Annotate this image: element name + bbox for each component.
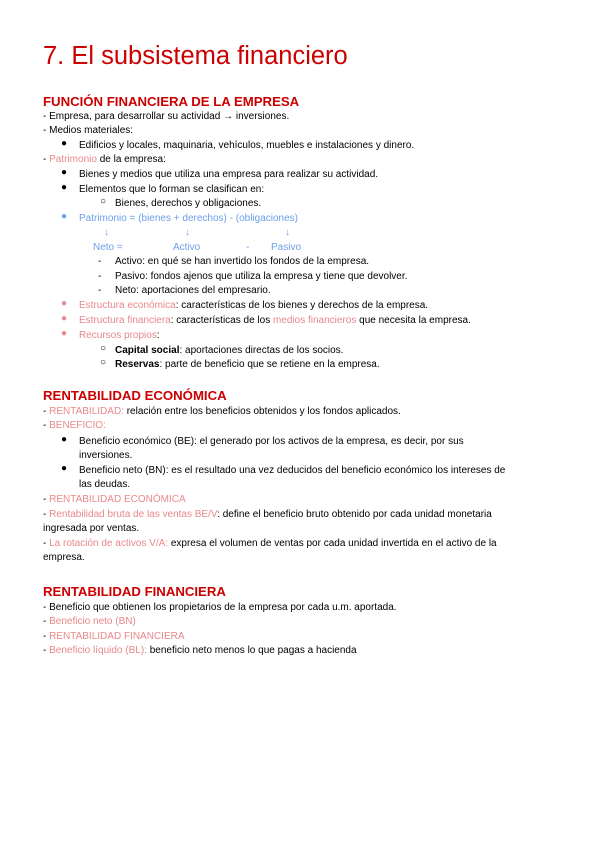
dash-item-text: Activo: en qué se han invertido los fondos de la empresa. bbox=[115, 256, 370, 267]
text: : características de los bbox=[170, 315, 273, 326]
bullet-dot-icon: ● bbox=[61, 463, 68, 474]
bullet-text: Beneficio económico (BE): el generado por los activos de la empresa, es decir, por sus bbox=[79, 436, 464, 447]
highlight-text: Estructura financiera bbox=[79, 315, 171, 326]
text-line bbox=[43, 537, 497, 550]
text: de la empresa: bbox=[96, 154, 166, 165]
section-heading-rentabilidad-economica: RENTABILIDAD ECONÓMICA bbox=[43, 388, 227, 403]
text-line bbox=[43, 630, 185, 643]
activo-label: Activo bbox=[173, 242, 201, 253]
highlight-text: Estructura económica bbox=[79, 300, 176, 311]
text-line: - Empresa, para desarrollar su actividad → inversiones. bbox=[43, 111, 290, 122]
section-heading-funcion-financiera: FUNCIÓN FINANCIERA DE LA EMPRESA bbox=[43, 94, 300, 109]
dash: - bbox=[43, 420, 50, 431]
text-line: empresa. bbox=[43, 552, 85, 563]
highlight-text: Beneficio líquido (BL): bbox=[49, 645, 147, 656]
formula-text: Patrimonio = (bienes + derechos) - (obligaciones) bbox=[79, 213, 298, 224]
highlight-text: RENTABILIDAD FINANCIERA bbox=[49, 631, 185, 642]
down-arrow-icon: ↓ bbox=[104, 227, 109, 238]
dash: - bbox=[43, 406, 50, 417]
bullet-text: Bienes, derechos y obligaciones. bbox=[115, 198, 262, 209]
bullet-circle-icon: ○ bbox=[100, 357, 107, 368]
text-line bbox=[43, 153, 166, 166]
text-line bbox=[43, 615, 136, 628]
dash-item-text: Neto: aportaciones del empresario. bbox=[115, 285, 271, 296]
bullet-text: las deudas. bbox=[79, 479, 131, 490]
bullet-dot-icon: ● bbox=[61, 211, 68, 222]
text: que necesita la empresa. bbox=[356, 315, 471, 326]
highlight-text: Recursos propios bbox=[79, 330, 157, 341]
text: : define el beneficio bruto obtenido por cada unidad monetaria bbox=[217, 509, 492, 520]
dash: - bbox=[43, 509, 50, 520]
bullet-text bbox=[79, 299, 428, 312]
dash: - bbox=[98, 285, 102, 296]
bullet-text: Beneficio neto (BN): es el resultado una vez deducidos del beneficio económico los intereses de bbox=[79, 465, 506, 476]
highlight-text: La rotación de activos V/A: bbox=[49, 538, 169, 549]
dash: - bbox=[98, 271, 102, 282]
text: : aportaciones directas de los socios. bbox=[179, 345, 344, 356]
text-line: ingresada por ventas. bbox=[43, 523, 140, 534]
bullet-dot-icon: ● bbox=[61, 182, 68, 193]
minus-sign: - bbox=[246, 242, 250, 253]
text-line: - Beneficio que obtienen los propietarios de la empresa por cada u.m. aportada. bbox=[43, 602, 397, 613]
highlight-text: medios financieros bbox=[272, 315, 357, 326]
text-line bbox=[43, 508, 492, 521]
text: : bbox=[156, 330, 160, 341]
dash-item-text: Pasivo: fondos ajenos que utiliza la empresa y tiene que devolver. bbox=[115, 271, 408, 282]
highlight-text: Patrimonio bbox=[49, 154, 97, 165]
text: : características de los bienes y derechos de la empresa. bbox=[175, 300, 429, 311]
text-line bbox=[43, 493, 186, 506]
bullet-dot-icon: ● bbox=[61, 138, 68, 149]
bullet-text bbox=[115, 344, 343, 357]
text: expresa el volumen de ventas por cada unidad invertida en el activo de la bbox=[168, 538, 497, 549]
bold-term: Capital social bbox=[115, 345, 180, 356]
dash: - bbox=[43, 616, 50, 627]
text-line bbox=[43, 419, 106, 432]
text-line bbox=[43, 405, 401, 418]
bullet-dot-icon: ● bbox=[61, 298, 68, 309]
bullet-text: Bienes y medios que utiliza una empresa para realizar su actividad. bbox=[79, 169, 379, 180]
bullet-dot-icon: ● bbox=[61, 434, 68, 445]
pasivo-label: Pasivo bbox=[271, 242, 302, 253]
text: beneficio neto menos lo que pagas a hacienda bbox=[146, 645, 357, 656]
dash: - bbox=[43, 538, 50, 549]
highlight-text: Rentabilidad bruta de las ventas BE/V bbox=[49, 509, 218, 520]
neto-label: Neto = bbox=[93, 242, 123, 253]
highlight-text: BENEFICIO: bbox=[49, 420, 106, 431]
dash: - bbox=[43, 645, 50, 656]
bullet-dot-icon: ● bbox=[61, 167, 68, 178]
down-arrow-icon: ↓ bbox=[185, 227, 190, 238]
highlight-text: Beneficio neto (BN) bbox=[49, 616, 136, 627]
section-heading-rentabilidad-financiera: RENTABILIDAD FINANCIERA bbox=[43, 584, 226, 599]
page-title: 7. El subsistema financiero bbox=[43, 42, 348, 70]
bullet-circle-icon: ○ bbox=[100, 343, 107, 354]
bullet-dot-icon: ● bbox=[61, 328, 68, 339]
bullet-text bbox=[79, 314, 471, 327]
bullet-text: inversiones. bbox=[79, 450, 133, 461]
highlight-text: RENTABILIDAD ECONÓMICA bbox=[49, 494, 186, 505]
text-line: - Medios materiales: bbox=[43, 125, 134, 136]
text: : parte de beneficio que se retiene en la empresa. bbox=[159, 359, 380, 370]
text-line bbox=[43, 644, 357, 657]
highlight-text: RENTABILIDAD: bbox=[49, 406, 124, 417]
dash: - bbox=[43, 154, 50, 165]
bullet-text: Elementos que lo forman se clasifican en: bbox=[79, 184, 265, 195]
dash: - bbox=[43, 631, 50, 642]
bullet-text bbox=[115, 358, 380, 371]
bullet-text: Edificios y locales, maquinaria, vehículos, muebles e instalaciones y dinero. bbox=[79, 140, 415, 151]
bold-term: Reservas bbox=[115, 359, 160, 370]
bullet-dot-icon: ● bbox=[61, 313, 68, 324]
text: relación entre los beneficios obtenidos y los fondos aplicados. bbox=[123, 406, 401, 417]
bullet-circle-icon: ○ bbox=[100, 196, 107, 207]
dash: - bbox=[98, 256, 102, 267]
down-arrow-icon: ↓ bbox=[285, 227, 290, 238]
dash: - bbox=[43, 494, 50, 505]
bullet-text bbox=[79, 329, 160, 342]
